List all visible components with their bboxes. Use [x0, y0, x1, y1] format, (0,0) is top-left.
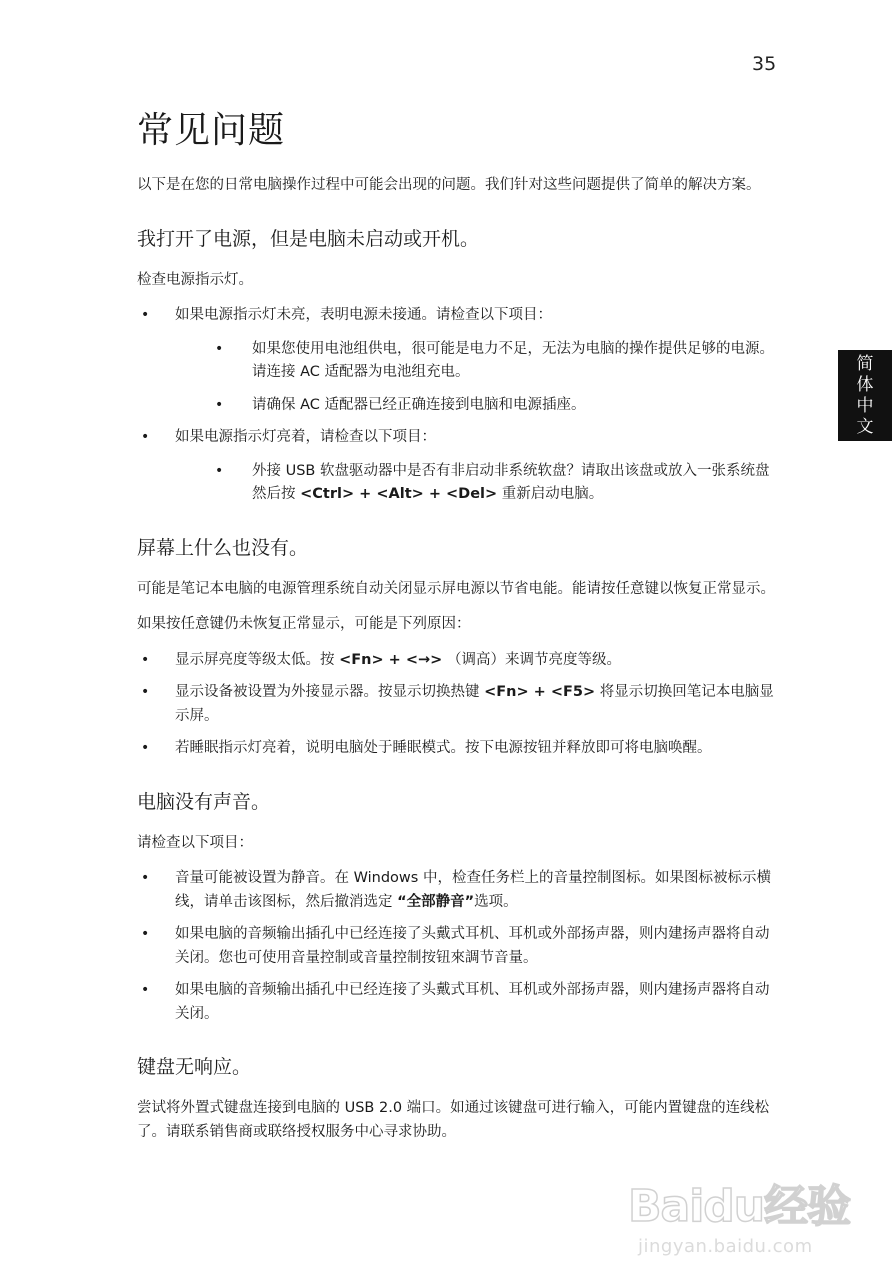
- watermark: [628, 1140, 878, 1270]
- sub-list-item: • 如果您使用电池组供电，很可能是电力不足，无法为电脑的操作提供足够的电源。请连接 AC 适配器为电池组充电。: [175, 338, 777, 385]
- list-item: [137, 681, 777, 728]
- section-no-sound: [137, 789, 777, 1027]
- language-tab: [838, 350, 892, 441]
- text-run: 显示屏亮度等级太低。按: [175, 651, 340, 668]
- text-run: 重新启动电脑。: [497, 486, 604, 502]
- intro-paragraph: 以下是在您的日常电脑操作过程中可能会出现的问题。我们针对这些问题提供了简单的解决方案。: [137, 177, 761, 193]
- page-content: [137, 108, 777, 1156]
- sub-list: [175, 338, 777, 418]
- text-run: 选项。: [474, 893, 518, 910]
- list-item: [137, 426, 777, 507]
- page-title: 常见问题: [137, 110, 286, 151]
- key-combo: <Fn> + <→>: [339, 651, 443, 668]
- text-run: （调高）来调节亮度等级。: [442, 651, 621, 668]
- page-number: 35: [752, 53, 777, 75]
- text-run: 外接 USB 软盘驱动器中是否有非启动非系统软盘？请取出该盘或放入一张系统盘然后按: [252, 462, 770, 502]
- sub-list: [175, 460, 777, 507]
- watermark-url: jingyan.baidu.com: [638, 1236, 813, 1257]
- list-item-text: 如果电源指示灯亮着，请检查以下项目：: [175, 429, 436, 445]
- section-heading: 屏幕上什么也没有。: [137, 536, 309, 559]
- emphasis-text: “全部静音”: [397, 893, 475, 910]
- section-blank-screen: [137, 535, 777, 761]
- list-item: [137, 867, 777, 914]
- section-lead: 检查电源指示灯。: [137, 271, 253, 288]
- section-paragraph: 尝试将外置式键盘连接到电脑的 USB 2.0 端口。如通过该键盘可进行输入，可能内置键盘的连线松了。请联系销售商或联络授权服务中心寻求协助。: [137, 1100, 770, 1140]
- language-tab-char: 简: [856, 353, 874, 374]
- section-power: [137, 226, 777, 507]
- text-run: 音量可能被设置为静音。在 Windows 中，检查任务栏上的音量控制图标。如果图标被标示横线，请单击该图标，然后撤消选定: [175, 870, 771, 910]
- list-item: [137, 649, 777, 673]
- list-item: • 若睡眠指示灯亮着，说明电脑处于睡眠模式。按下电源按钮并释放即可将电脑唤醒。: [137, 737, 777, 761]
- sub-list-item: [175, 460, 777, 507]
- section-paragraph: 如果按任意键仍未恢复正常显示，可能是下列原因：: [137, 616, 471, 632]
- list-item: • 如果电脑的音频输出插孔中已经连接了头戴式耳机、耳机或外部扬声器，则内建扬声器将自动关闭。: [137, 979, 777, 1026]
- key-combo: <Ctrl> + <Alt> + <Del>: [300, 486, 498, 502]
- section-heading: 我打开了电源，但是电脑未启动或开机。: [137, 227, 480, 250]
- list-item: • 如果电脑的音频输出插孔中已经连接了头戴式耳机、耳机或外部扬声器，则内建扬声器将自动关闭。您也可使用音量控制或音量控制按钮來調节音量。: [137, 923, 777, 970]
- sub-list-item: • 请确保 AC 适配器已经正确连接到电脑和电源插座。: [175, 394, 777, 418]
- list-item: [137, 304, 777, 417]
- bullet-list: [137, 649, 777, 761]
- bullet-list: [137, 867, 777, 1026]
- watermark-logo: Baidu经验: [628, 1181, 851, 1232]
- language-tab-char: 体: [856, 374, 874, 395]
- section-heading: 电脑没有声音。: [137, 790, 271, 813]
- section-paragraph: 可能是笔记本电脑的电源管理系统自动关闭显示屏电源以节省电能。能请按任意键以恢复正常显示。: [137, 580, 775, 597]
- text-run: 将显示切换回笔记本电脑显示屏。: [175, 684, 774, 724]
- language-tab-char: 文: [856, 416, 874, 437]
- key-combo: <Fn> + <F5>: [484, 684, 596, 700]
- bullet-list: [137, 304, 777, 507]
- list-item-text: 如果电源指示灯未亮，表明电源未接通。请检查以下项目：: [175, 307, 552, 323]
- section-keyboard: [137, 1054, 777, 1144]
- section-heading: 键盘无响应。: [137, 1056, 252, 1078]
- section-lead: 请检查以下项目：: [137, 834, 253, 851]
- language-tab-char: 中: [856, 395, 874, 416]
- text-run: 显示设备被设置为外接显示器。按显示切换热键: [175, 684, 485, 700]
